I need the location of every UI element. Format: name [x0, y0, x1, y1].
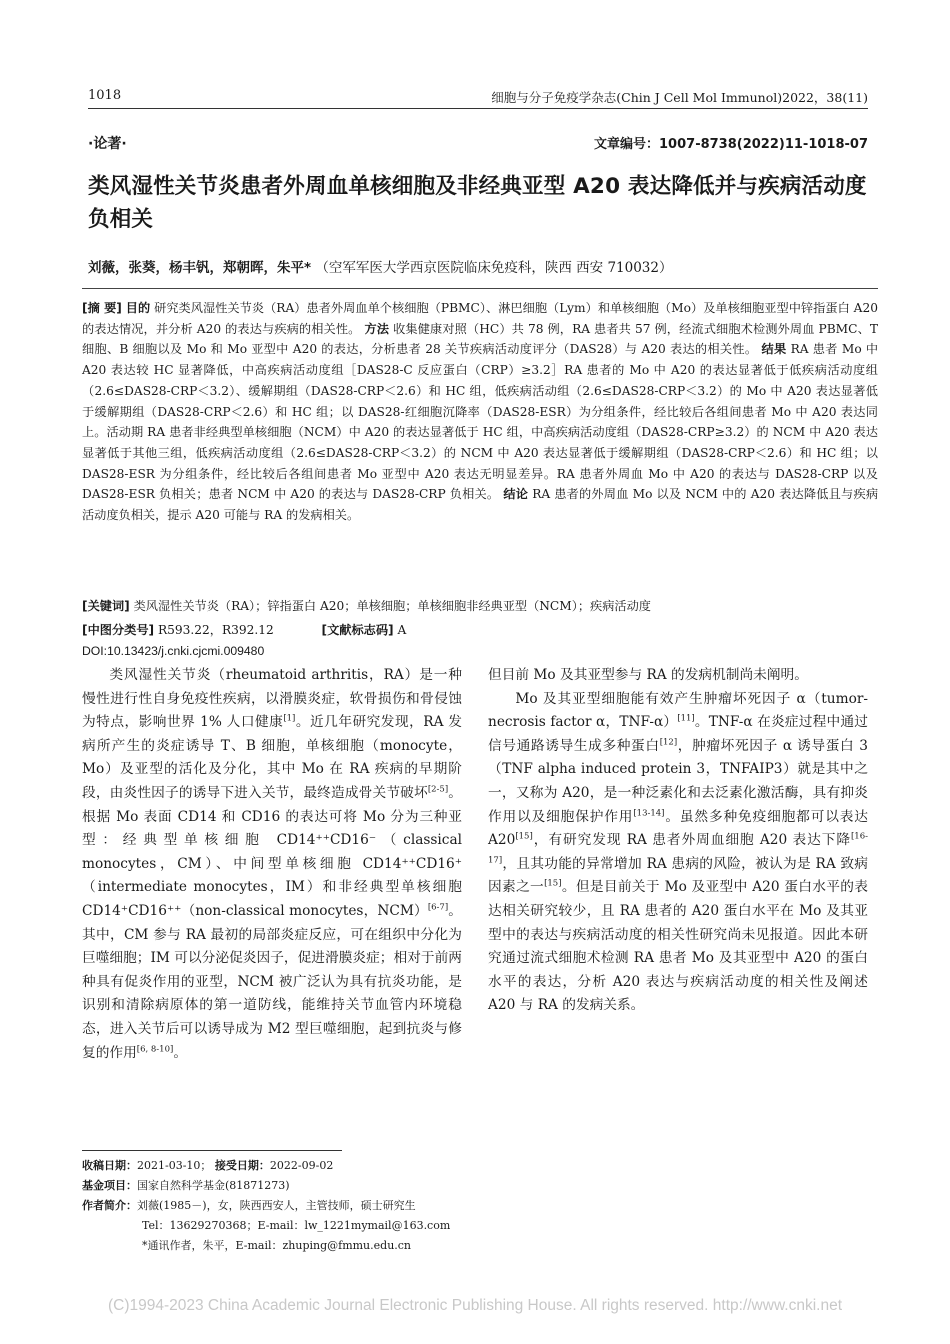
citation: [6-7] [427, 902, 449, 913]
footnote-divider [82, 1150, 342, 1151]
fund-text: 国家自然科学基金(81871273) [137, 1179, 290, 1192]
methods-text: 收集健康对照（HC）共 78 例，RA 患者共 57 例，经流式细胞术检测外周血 PBMC、T 细胞、B 细胞以及 Mo 和 Mo 亚型中 A20 的表达，分析患者 28 关节疾病活动度评分（DAS28）与 A20 表达的相关性。 [82, 321, 879, 357]
body-right-column [488, 664, 868, 1018]
body-text: 。近几年研究发现，RA 发病所产生的炎症诱导 T、B 细胞，单核细胞（monocyte，Mo）及亚型的活化及分化，其中 Mo 在 RA 疾病的早期阶段，由炎性因子的诱导下进入关节，最终造成骨关节破坏 [82, 714, 462, 801]
body-text: ，有研究发现 RA 患者外周血细胞 A20 表达下降 [532, 832, 851, 849]
citation: [1] [283, 713, 296, 724]
fund-label: 基金项目： [82, 1179, 137, 1192]
body-text: 。根据 Mo 表面 CD14 和 CD16 的表达可将 Mo 分为三种亚型：经典型单核细胞 CD14⁺⁺CD16⁻（classical monocytes，CM）、中间型单核细胞 CD14⁺⁺CD16⁺（intermediate monocytes，IM）和非经典型单核细胞 CD14⁺CD16⁺⁺（non-classical monocytes，NCM） [82, 784, 462, 919]
accepted-label: 接受日期： [214, 1159, 270, 1172]
body-text: 。TNF-α 在炎症过程中通过信号通路诱导生成多种蛋白 [488, 714, 868, 754]
body-paragraph: 但目前 Mo 及其亚型参与 RA 的发病机制尚未阐明。 [488, 667, 808, 683]
objective-text: 研究类风湿性关节炎（RA）患者外周血单个核细胞（PBMC）、淋巴细胞（Lym）和单核细胞（Mo）及单核细胞亚型中锌指蛋白 A20 的表达情况，并分析 A20 的表达与疾病的相关性。 [82, 301, 878, 336]
citation: [16-17] [488, 831, 868, 866]
document-code: A [397, 623, 407, 637]
results-label: 结果 [761, 342, 787, 357]
footnote-corresponding: *通讯作者，朱平，E-mail：zhuping@fmmu.edu.cn [142, 1239, 412, 1252]
citation: [13-14] [633, 808, 665, 818]
footnote-author [82, 1196, 542, 1216]
body-text: 。 [173, 1044, 188, 1061]
methods-label: 方法 [364, 321, 390, 336]
keywords-label: [关键词] [82, 599, 130, 613]
citation: [15] [515, 831, 533, 842]
footnote-dates [82, 1156, 542, 1176]
abstract [82, 298, 878, 526]
keywords-text: 类风湿性关节炎（RA）；锌指蛋白 A20；单核细胞；单核细胞非经典亚型（NCM）；疾病活动度 [133, 599, 651, 613]
article-title: 类风湿性关节炎患者外周血单核细胞及非经典亚型 A20 表达降低并与疾病活动度负相关 [88, 174, 867, 232]
classification-code: R593.22，R392.12 [157, 623, 274, 637]
author-affiliation: （空军军医大学西京医院临床免疫科，陕西 西安 710032） [315, 260, 673, 276]
citation: [15] [544, 878, 562, 889]
body-left-column [82, 664, 462, 1065]
author-bio: 刘薇(1985－)，女，陕西西安人，主管技师，硕士研究生 [137, 1199, 416, 1212]
document-code-label: [文献标志码] [321, 623, 394, 637]
body-text: 。虽然多种免疫细胞都可以表达 A20 [488, 808, 868, 849]
cnki-watermark: (C)1994-2023 China Academic Journal Electronic Publishing House. All rights reserved. http://www.cnki.net [107, 1297, 843, 1314]
citation: [11] [677, 713, 695, 724]
body-text: ，肿瘤坏死因子 α 诱导蛋白 3（TNF alpha induced protein 3，TNFAIP3）就是其中之一，又称为 A20，是一种泛素化和去泛素化激活酶，具有抑炎作用以及细胞保护作用 [488, 737, 868, 825]
received-label: 收稿日期： [82, 1159, 137, 1172]
body-text: 类风湿性关节炎（rheumatoid arthritis，RA）是一种慢性进行性自身免疫性疾病，以滑膜炎症，软骨损伤和骨侵蚀为特点，影响世界 1% 人口健康 [82, 667, 462, 731]
abstract-divider [82, 288, 878, 289]
author-names: 刘薇，张葵，杨丰钒，郑朝晖，朱平* [88, 260, 312, 276]
running-header [88, 86, 868, 109]
received-date: 2021-03-10； [137, 1159, 212, 1172]
classification-label: [中图分类号] [82, 623, 155, 637]
accepted-date: 2022-09-02 [269, 1159, 334, 1172]
doi: DOI:10.13423/j.cnki.cjcmi.009480 [82, 644, 265, 658]
body-text: 。但是目前关于 Mo 及亚型中 A20 蛋白水平的表达相关研究较少，且 RA 患者的 A20 蛋白水平在 Mo 及其亚型中的表达与疾病活动度的相关性研究尚未见报道。因此本研究通过流式细胞术检测 RA 患者 Mo 及其亚型中 A20 的蛋白水平的表达，分析 A20 表达与疾病活动度的相关性及阐述 A20 与 RA 的发病关系。 [488, 879, 868, 1014]
footnotes [82, 1156, 542, 1256]
footnote-fund [82, 1176, 542, 1196]
abstract-label: [摘 要] [82, 301, 122, 315]
conclusion-label: 结论 [503, 487, 529, 502]
body-text: Mo 及其亚型细胞能有效产生肿瘤坏死因子 α（tumor-necrosis factor α，TNF-α） [488, 690, 868, 731]
author-bio-label: 作者简介： [82, 1199, 137, 1212]
column-tag: ·论著· [88, 136, 127, 152]
article-number: 文章编号：1007-8738(2022)11-1018-07 [594, 137, 868, 152]
footnote-contact: Tel：13629270368；E-mail：lw_1221mymail@163.com [142, 1219, 451, 1232]
body-text: 。其中，CM 参与 RA 最初的局部炎症反应，可在组织中分化为巨噬细胞；IM 可以分泌促炎因子，促进滑膜炎症；相对于前两种具有促炎作用的亚型，NCM 被广泛认为具有抗炎功能，是识别和清除病原体的第一道防线，能维持关节血管内环境稳态，进入关节后可以诱导成为 M2 型巨噬细胞，起到抗炎与修复的作用 [82, 902, 462, 1061]
citation: [6, 8-10] [136, 1043, 174, 1054]
results-text: RA 患者 Mo 中 A20 表达较 HC 显著降低，中高疾病活动度组［DAS28-C 反应蛋白（CRP）≥3.2］RA 患者的 Mo 中 A20 的表达显著低于低疾病活动度组（2.6≤DAS28-CRP＜3.2）、缓解期组（DAS28-CRP＜2.6）和 HC 组，低疾病活动组（2.6≤DAS28-CRP＜3.2）的 Mo 中 A20 表达显著低于缓解期组（DAS28-CRP＜2.6）和 HC 组；以 DAS28-红细胞沉降率（DAS28-ESR）为分组条件，经比较后各组间患者 Mo 中 A20 表达同上。活动期 RA 患者非经典型单核细胞（NCM）中 A20 的表达显著低于 HC 组，中高疾病活动度组（DAS28-CRP≥3.2）的 NCM 中 A20 表达显著低于其他三组，低疾病活动度组（2.6≤DAS28-CRP＜3.2）的 NCM 中 A20 表达显著低于缓解期组（DAS28-CRP＜2.6）和 HC 组；以 DAS28-ESR 为分组条件，经比较后各组间患者 Mo 亚型中 A20 表达无明显差异。RA 患者外周血 Mo 中 A20 的表达与 DAS28-CRP 以及 DAS28-ESR 负相关；患者 NCM 中 A20 的表达与 DAS28-CRP 负相关。 [82, 342, 879, 502]
citation: [2-5] [427, 784, 449, 795]
keywords-line [82, 596, 651, 616]
conclusion-text: RA 患者的外周血 Mo 以及 NCM 中的 A20 表达降低且与疾病活动度负相关，提示 A20 可能与 RA 的发病相关。 [82, 487, 879, 523]
objective-label: 目的 [125, 301, 151, 315]
page-number: 1018 [88, 88, 122, 103]
body-text: ，且其功能的异常增加 RA 患病的风险，被认为是 RA 致病因素之一 [488, 855, 868, 896]
classification-line [82, 620, 406, 640]
body-paragraph [488, 688, 868, 1018]
author-line [88, 256, 672, 276]
journal-citation: 细胞与分子免疫学杂志(Chin J Cell Mol Immunol)2022，38(11) [491, 90, 868, 105]
citation: [12] [659, 737, 678, 748]
body-paragraph [82, 664, 462, 1065]
